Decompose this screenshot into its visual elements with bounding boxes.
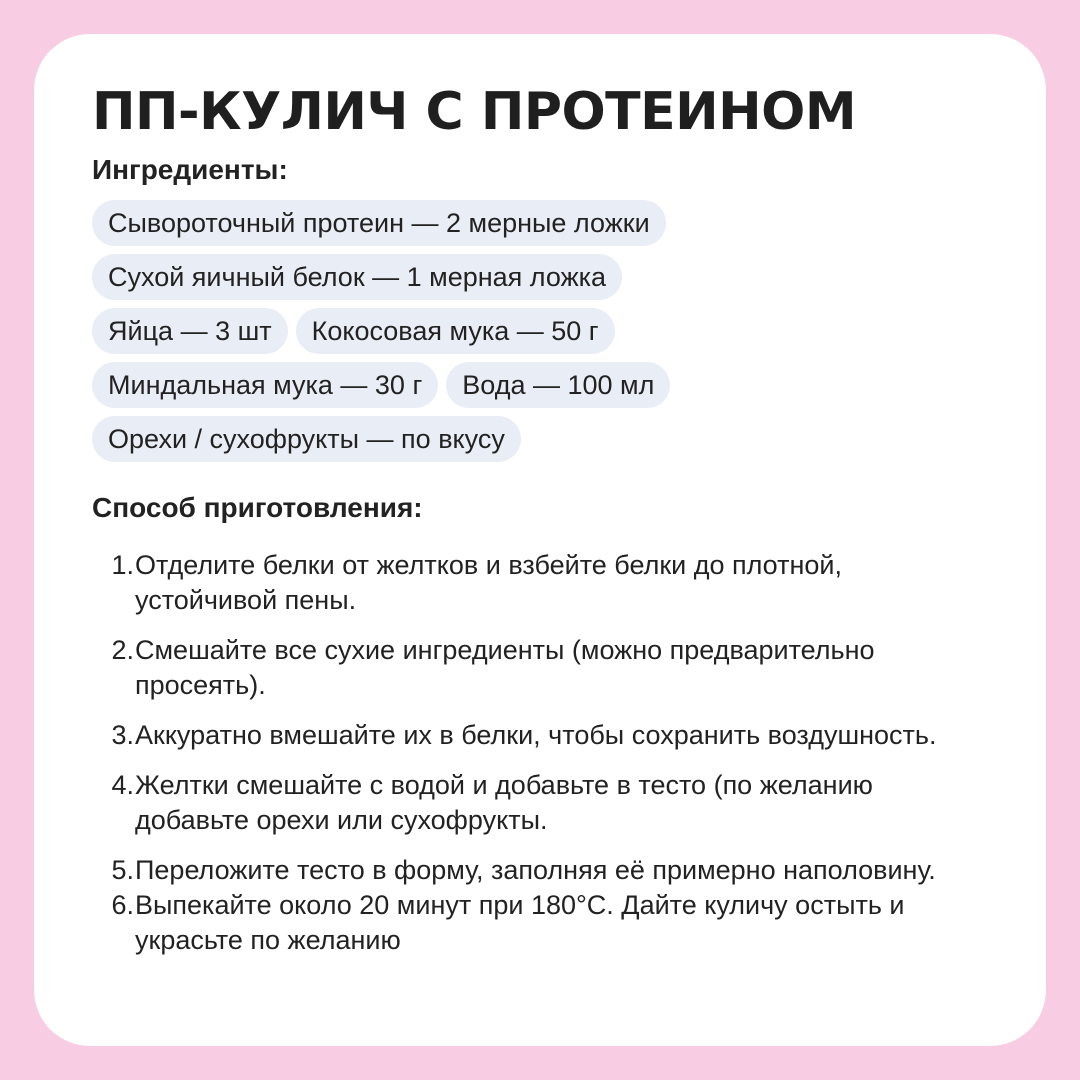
method-step (92, 853, 1006, 888)
ingredients-list (92, 200, 1006, 462)
method-step (92, 768, 1006, 838)
step-number: 6. (111, 890, 134, 920)
method-step (92, 888, 1006, 958)
recipe-card (34, 34, 1046, 1046)
step-number: 2. (111, 635, 134, 665)
step-text: Переложите тесто в форму, заполняя её примерно наполовину. (135, 855, 936, 885)
ingredient-chip: Кокосовая мука — 50 г (296, 308, 615, 354)
ingredient-row (92, 416, 1006, 462)
ingredient-chip: Сухой яичный белок — 1 мерная ложка (92, 254, 622, 300)
ingredient-row (92, 362, 1006, 408)
ingredient-row (92, 308, 1006, 354)
ingredient-chip: Миндальная мука — 30 г (92, 362, 438, 408)
ingredient-chip: Вода — 100 мл (446, 362, 670, 408)
step-text: Аккуратно вмешайте их в белки, чтобы сохранить воздушность. (135, 720, 937, 750)
step-text: Выпекайте около 20 минут при 180°С. Дайте куличу остыть и украсьте по желанию (135, 890, 905, 955)
method-step (92, 633, 1006, 703)
ingredients-heading: Ингредиенты: (92, 154, 288, 185)
step-text: Смешайте все сухие ингредиенты (можно предварительно просеять). (135, 635, 875, 700)
ingredient-row (92, 200, 1006, 246)
step-number: 4. (111, 770, 134, 800)
ingredient-chip: Яйца — 3 шт (92, 308, 288, 354)
recipe-content (92, 84, 1006, 958)
method-steps (92, 548, 1006, 958)
ingredient-chip: Орехи / сухофрукты — по вкусу (92, 416, 521, 462)
ingredient-chip: Сывороточный протеин — 2 мерные ложки (92, 200, 666, 246)
step-text: Желтки смешайте с водой и добавьте в тесто (по желанию добавьте орехи или сухофрукты. (135, 770, 873, 835)
recipe-title: ПП-КУЛИЧ С ПРОТЕИНОМ (92, 82, 857, 142)
ingredient-row (92, 254, 1006, 300)
step-number: 5. (111, 855, 134, 885)
method-step (92, 718, 1006, 753)
method-step (92, 548, 1006, 618)
step-number: 3. (111, 720, 134, 750)
step-text: Отделите белки от желтков и взбейте белки до плотной, устойчивой пены. (135, 550, 842, 615)
step-number: 1. (111, 550, 134, 580)
method-heading: Способ приготовления: (92, 492, 423, 523)
